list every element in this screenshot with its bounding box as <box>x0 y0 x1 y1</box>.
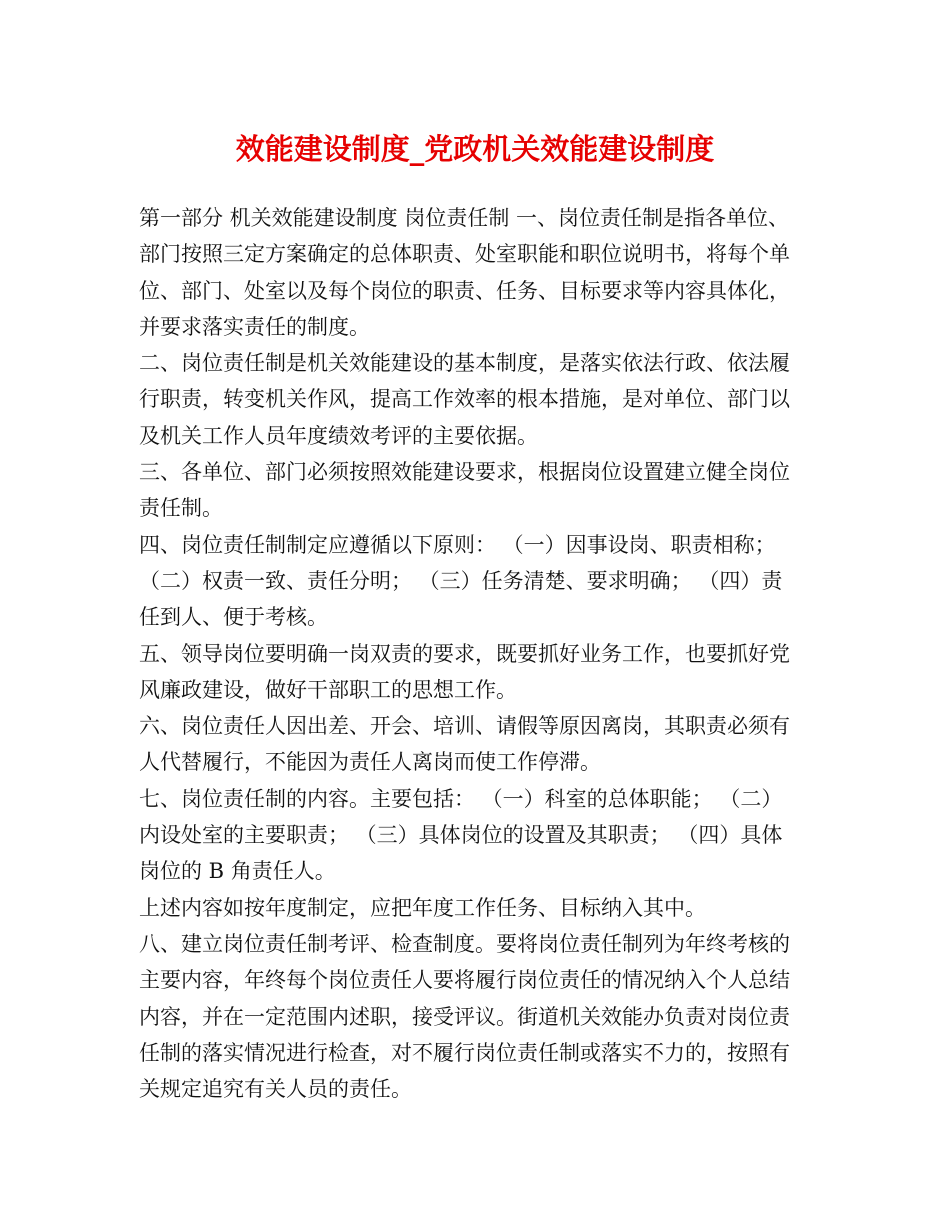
body-line: 人代替履行，不能因为责任人离岗而使工作停滞。 <box>139 750 601 775</box>
body-line: 内设处室的主要职责； （三）具体岗位的设置及其职责； （四）具体 <box>139 823 783 848</box>
body-line: （二）权责一致、责任分明； （三）任务清楚、要求明确； （四）责 <box>139 568 783 593</box>
body-line: 二、岗位责任制是机关效能建设的基本制度，是落实依法行政、依法履 <box>139 351 790 376</box>
body-line: 主要内容，年终每个岗位责任人要将履行岗位责任的情况纳入个人总结 <box>139 968 790 993</box>
body-line: 及机关工作人员年度绩效考评的主要依据。 <box>139 423 538 448</box>
document-body <box>139 200 829 1107</box>
body-line: 任制的落实情况进行检查，对不履行岗位责任制或落实不力的，按照有 <box>139 1040 790 1065</box>
body-line: 并要求落实责任的制度。 <box>139 314 370 339</box>
body-line: 六、岗位责任人因出差、开会、培训、请假等原因离岗，其职责必须有 <box>139 714 790 739</box>
body-line: 风廉政建设，做好干部职工的思想工作。 <box>139 677 517 702</box>
document-title: 效能建设制度_党政机关效能建设制度 <box>235 132 715 166</box>
body-line: 任到人、便于考核。 <box>139 605 328 630</box>
body-line: 上述内容如按年度制定，应把年度工作任务、目标纳入其中。 <box>139 895 706 920</box>
body-line: 四、岗位责任制制定应遵循以下原则： （一）因事设岗、职责相称； <box>139 532 776 557</box>
body-line: 五、领导岗位要明确一岗双责的要求，既要抓好业务工作，也要抓好党 <box>139 641 790 666</box>
body-line: 岗位的 B 角责任人。 <box>139 859 336 884</box>
body-line: 八、建立岗位责任制考评、检查制度。要将岗位责任制列为年终考核的 <box>139 931 790 956</box>
body-line: 内容，并在一定范围内述职，接受评议。街道机关效能办负责对岗位责 <box>139 1004 790 1029</box>
body-line: 第一部分 机关效能建设制度 岗位责任制 一、岗位责任制是指各单位、 <box>139 206 790 230</box>
body-line: 行职责，转变机关作风，提高工作效率的根本措施，是对单位、部门以 <box>139 387 790 412</box>
body-line: 部门按照三定方案确定的总体职责、处室职能和职位说明书，将每个单 <box>139 242 790 267</box>
body-line: 责任制。 <box>139 496 223 521</box>
body-line: 位、部门、处室以及每个岗位的职责、任务、目标要求等内容具体化， <box>139 278 790 303</box>
body-line: 七、岗位责任制的内容。主要包括： （一）科室的总体职能； （二） <box>139 786 783 811</box>
body-line: 三、各单位、部门必须按照效能建设要求，根据岗位设置建立健全岗位 <box>139 460 790 485</box>
body-line: 关规定追究有关人员的责任。 <box>139 1077 412 1102</box>
